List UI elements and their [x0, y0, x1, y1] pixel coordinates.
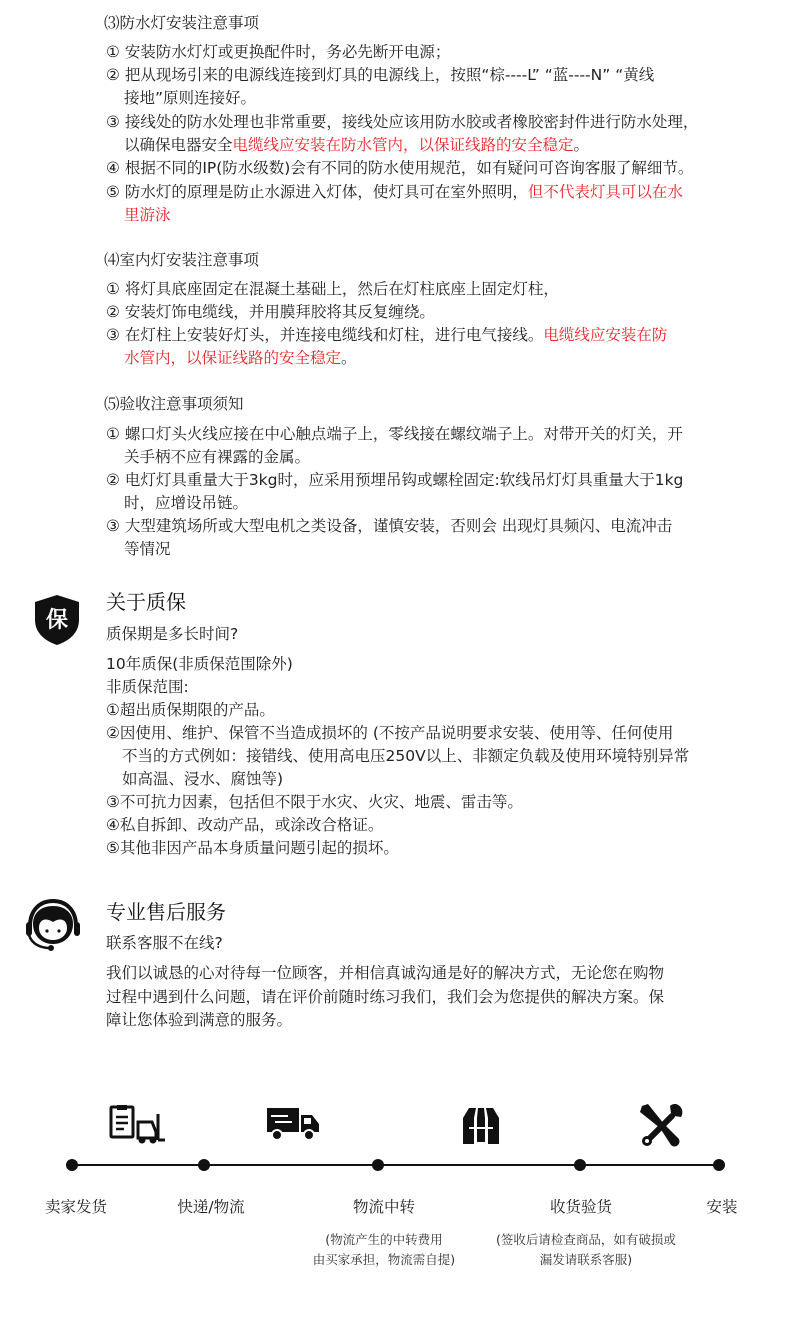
indoor-item-2: ② 安装灯饰电缆线，并用膜拜胶将其反复缠绕。 — [106, 303, 435, 321]
waterproof-item-5: ⑤ 防水灯的原理是防止水源进入灯体，使灯具可在室外照明，但不代表灯具可以在水 — [106, 183, 683, 201]
delivery-truck-icon — [266, 1106, 320, 1142]
customer-service-headset-icon — [24, 898, 82, 954]
timeline-dot — [574, 1159, 586, 1171]
clipboard-forklift-icon — [108, 1104, 166, 1144]
service-paragraph-line-3: 障让您体验到满意的服务。 — [106, 1011, 293, 1029]
waterproof-item-2: ② 把从现场引来的电源线连接到灯具的电源线上，按照“棕----L” “蓝----N” “黄线 — [106, 66, 655, 84]
acceptance-item-2: ② 电灯灯具重量大于3kg时，应采用预埋吊钩或螺栓固定:软线吊灯灯具重量大于1kg — [106, 471, 684, 489]
waterproof-item-3-cont: 以确保电器安全电缆线应安装在防水管内，以保证线路的安全稳定。 — [124, 136, 590, 154]
timeline-dot — [372, 1159, 384, 1171]
warranty-item-2-cont: 不当的方式例如：接错线、使用高电压250V以上、非额定负载及使用环境特别异常 — [122, 747, 690, 765]
service-title: 专业售后服务 — [106, 900, 226, 924]
acceptance-item-1-cont: 关手柄不应有裸露的金属。 — [124, 448, 311, 466]
wrench-screwdriver-icon — [638, 1102, 684, 1148]
waterproof-title: ⑶防水灯安装注意事项 — [104, 14, 260, 32]
step-express: 快递/物流 — [177, 1198, 245, 1216]
step-install: 安装 — [706, 1198, 738, 1216]
service-question: 联系客服不在线? — [106, 934, 223, 952]
transfer-note-line-2: 由买家承担，物流需自提) — [312, 1252, 456, 1267]
receive-note-line-1: (签收后请检查商品，如有破损或 — [496, 1232, 676, 1247]
indoor-item-3: ③ 在灯柱上安装好灯头，并连接电缆线和灯柱，进行电气接线。电缆线应安装在防 — [106, 326, 668, 344]
warning-text: 但不代表灯具可以在水 — [527, 183, 683, 201]
indoor-item-3-cont: 水管内，以保证线路的安全稳定。 — [124, 349, 357, 367]
timeline-line — [72, 1164, 720, 1166]
warranty-item-5: ⑤其他非因产品本身质量问题引起的损坏。 — [106, 839, 399, 857]
indoor-title: ⑷室内灯安装注意事项 — [104, 251, 260, 269]
timeline-dot — [713, 1159, 725, 1171]
waterproof-item-3: ③ 接线处的防水处理也非常重要，接线处应该用防水胶或者橡胶密封件进行防水处理， — [106, 113, 699, 131]
service-paragraph-line-2: 过程中遇到什么问题，请在评价前随时练习我们，我们会为您提供的解决方案。保 — [106, 988, 665, 1006]
warranty-scope-title: 非质保范围: — [106, 678, 189, 696]
transfer-note-line-1: (物流产生的中转费用 — [325, 1232, 443, 1247]
warranty-item-2: ②因使用、维护、保管不当造成损坏的 (不按产品说明要求安装、使用等、任何使用 — [106, 724, 674, 742]
acceptance-item-2-cont: 时，应增设吊链。 — [124, 494, 249, 512]
warranty-item-3: ③不可抗力因素，包括但不限于水灾、火灾、地震、雷击等。 — [106, 793, 523, 811]
package-box-icon — [461, 1104, 501, 1146]
warranty-badge-text: 保 — [45, 608, 69, 633]
waterproof-item-5-cont: 里游泳 — [124, 206, 171, 224]
warranty-question: 质保期是多长时间? — [106, 625, 239, 643]
waterproof-item-4: ④ 根据不同的IP(防水级数)会有不同的防水使用规范，如有疑问可咨询客服了解细节。 — [106, 159, 694, 177]
receive-note-line-2: 漏发请联系客服) — [539, 1252, 633, 1267]
warranty-title: 关于质保 — [106, 590, 186, 614]
step-transfer: 物流中转 — [352, 1198, 416, 1216]
step-seller-ship: 卖家发货 — [44, 1198, 108, 1216]
acceptance-item-1: ① 螺口灯头火线应接在中心触点端子上，零线接在螺纹端子上。对带开关的灯关，开 — [106, 425, 683, 443]
warranty-item-4: ④私自拆卸、改动产品，或涂改合格证。 — [106, 816, 384, 834]
warning-text: 电缆线应安装在防 — [543, 326, 668, 344]
acceptance-item-3: ③ 大型建筑场所或大型电机之类设备，谨慎安装，否则会 出现灯具频闪、电流冲击 — [106, 517, 673, 535]
warranty-period: 10年质保(非质保范围除外) — [106, 655, 293, 673]
step-receive: 收货验货 — [549, 1198, 613, 1216]
shield-icon — [34, 594, 80, 646]
warranty-item-1: ①超出质保期限的产品。 — [106, 701, 275, 719]
warning-text: 电缆线应安装在防水管内，以保证线路的安全稳定 — [232, 136, 574, 154]
service-paragraph-line-1: 我们以诚恳的心对待每一位顾客，并相信真诚沟通是好的解决方式，无论您在购物 — [106, 964, 665, 982]
waterproof-item-1: ① 安装防水灯灯或更换配件时，务必先断开电源； — [106, 43, 451, 61]
indoor-item-1: ① 将灯具底座固定在混凝土基础上，然后在灯柱底座上固定灯柱， — [106, 280, 559, 298]
acceptance-item-3-cont: 等情况 — [124, 540, 171, 558]
timeline-dot — [66, 1159, 78, 1171]
waterproof-item-2-cont: 接地”原则连接好。 — [124, 89, 257, 107]
acceptance-title: ⑸验收注意事项须知 — [104, 395, 244, 413]
warranty-item-2-cont2: 如高温、浸水、腐蚀等) — [122, 770, 284, 788]
timeline-dot — [198, 1159, 210, 1171]
